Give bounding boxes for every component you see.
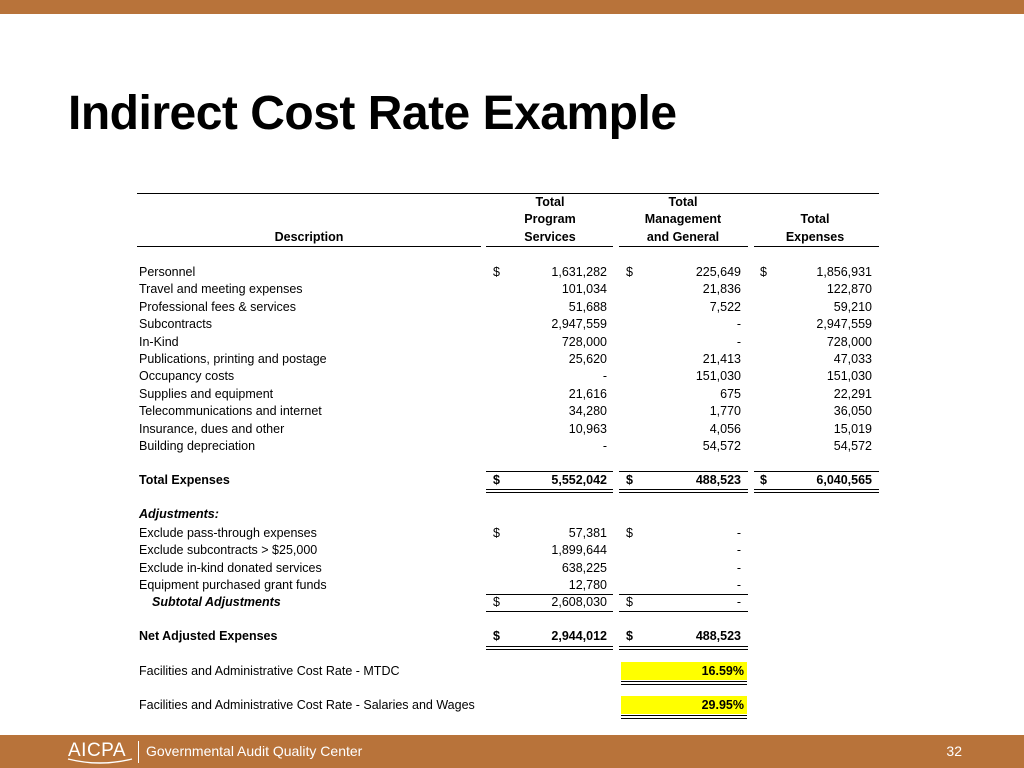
adjustment-row-mgmt-value: - <box>736 560 741 575</box>
expense-row-description: Building depreciation <box>139 439 256 453</box>
expense-row-mgmt-value: - <box>736 317 741 332</box>
header-mgmt-line1: Total <box>668 195 698 209</box>
total-expenses-mgmt-value: 488,523 <box>695 473 741 487</box>
expense-row-program-value: 10,963 <box>568 421 607 436</box>
expense-row-mgmt-value: 21,413 <box>702 352 741 366</box>
header-program-line3: Services <box>524 230 576 244</box>
adjustment-row-description: Exclude in-kind donated services <box>139 560 322 575</box>
subtotal-bottom-rule-program <box>486 611 613 612</box>
rate-mtdc-value: 16.59% <box>701 664 744 678</box>
expense-row-total-value: 151,030 <box>826 369 872 384</box>
header-mgmt-line2: Management <box>644 212 722 226</box>
net-adjusted-program-value: 2,944,012 <box>551 629 607 643</box>
expense-row-mgmt-value: 21,836 <box>702 282 741 297</box>
net-rule-program-a <box>486 646 613 647</box>
page-number: 32 <box>946 743 962 759</box>
expense-row-description: Occupancy costs <box>139 369 235 384</box>
expense-row-program-value: 21,616 <box>568 386 607 401</box>
subtotal-adjustments-label: Subtotal Adjustments <box>152 595 281 609</box>
total-rule-mgmt <box>619 471 748 472</box>
expense-row-mgmt-value: 675 <box>720 386 741 401</box>
expense-row-total-value: 22,291 <box>833 386 872 401</box>
adjustment-row-mgmt-value: - <box>736 543 741 558</box>
total-double-rule-program-b <box>486 492 613 493</box>
total-double-rule-total-a <box>754 489 879 490</box>
adjustment-row-program-value: 1,899,644 <box>551 543 607 558</box>
rate-salaries-label: Facilities and Administrative Cost Rate - Salaries and Wages <box>139 698 475 712</box>
expense-row-total-value: 15,019 <box>833 421 872 436</box>
header-mgmt-line3: and General <box>646 230 720 244</box>
subtotal-bottom-rule-mgmt <box>619 611 748 612</box>
net-rule-mgmt-b <box>619 649 748 650</box>
adjustment-row-description: Equipment purchased grant funds <box>139 578 327 593</box>
expense-row-program-value: 2,947,559 <box>551 317 607 332</box>
total-expenses-program-value: 5,552,042 <box>551 473 607 487</box>
total-double-rule-program-a <box>486 489 613 490</box>
total-double-rule-mgmt-b <box>619 492 748 493</box>
total-double-rule-mgmt-a <box>619 489 748 490</box>
expense-row-program-value: 1,631,282 <box>551 265 607 279</box>
expense-row-description: In-Kind <box>139 334 179 349</box>
expense-row-mgmt-value: 1,770 <box>709 404 741 419</box>
header-rule-program <box>486 246 613 247</box>
expense-row-program-value: 728,000 <box>561 334 607 349</box>
adjustment-row-program-value: 57,381 <box>568 526 607 540</box>
expense-row-mgmt-currency: $ <box>626 265 633 279</box>
expense-row-description: Supplies and equipment <box>139 386 274 401</box>
logo-divider <box>138 741 139 763</box>
expense-row-total-value: 122,870 <box>826 282 872 297</box>
subtotal-program-value: 2,608,030 <box>551 595 607 609</box>
total-expenses-total-currency: $ <box>760 473 767 487</box>
adjustment-row-description: Exclude subcontracts > $25,000 <box>139 543 318 558</box>
expense-row-total-value: 728,000 <box>826 334 872 349</box>
total-expenses-total-value: 6,040,565 <box>816 473 872 487</box>
table-top-rule <box>137 193 879 194</box>
total-expenses-label: Total Expenses <box>139 473 230 487</box>
rate-mtdc-rule-a <box>621 681 747 682</box>
expense-row-total-value: 2,947,559 <box>816 317 872 332</box>
logo-swoosh-icon <box>66 757 134 765</box>
header-rule-description <box>137 246 481 247</box>
adjustment-row-program-value: 638,225 <box>561 560 607 575</box>
adjustment-row-description: Exclude pass-through expenses <box>139 526 317 540</box>
rate-mtdc-label: Facilities and Administrative Cost Rate - MTDC <box>139 664 400 678</box>
expense-row-total-value: 59,210 <box>833 299 872 314</box>
header-rule-mgmt <box>619 246 748 247</box>
expense-row-mgmt-value: 54,572 <box>702 439 741 453</box>
expense-row-description: Travel and meeting expenses <box>139 282 303 297</box>
rate-salaries-value: 29.95% <box>701 698 744 712</box>
expense-row-description: Publications, printing and postage <box>139 352 327 366</box>
subtotal-program-currency: $ <box>493 595 500 609</box>
expense-row-description: Personnel <box>139 265 196 279</box>
net-rule-mgmt-a <box>619 646 748 647</box>
rate-salaries-rule-b <box>621 718 747 719</box>
rate-salaries-rule-a <box>621 715 747 716</box>
aicpa-logo: AICPA <box>68 740 127 761</box>
subtotal-mgmt-value: - <box>736 595 741 609</box>
expense-row-total-currency: $ <box>760 265 767 279</box>
total-expenses-program-currency: $ <box>493 473 500 487</box>
subtotal-mgmt-currency: $ <box>626 595 633 609</box>
expense-row-program-value: 101,034 <box>561 282 607 297</box>
net-adjusted-mgmt-currency: $ <box>626 629 633 643</box>
expense-row-description: Professional fees & services <box>139 299 297 314</box>
expense-row-description: Subcontracts <box>139 317 212 332</box>
expense-row-program-value: 34,280 <box>568 404 607 419</box>
expense-row-description: Telecommunications and internet <box>139 404 322 419</box>
footer-org-name: Governmental Audit Quality Center <box>146 743 363 759</box>
net-adjusted-program-currency: $ <box>493 629 500 643</box>
header-total-line2: Expenses <box>785 230 845 244</box>
total-rule-program <box>486 471 613 472</box>
total-double-rule-total-b <box>754 492 879 493</box>
adjustments-heading: Adjustments: <box>139 507 219 521</box>
expense-row-program-value: - <box>602 369 607 384</box>
rate-mtdc-rule-b <box>621 684 747 685</box>
expense-row-total-value: 1,856,931 <box>816 265 872 279</box>
header-program-line1: Total <box>535 195 565 209</box>
expense-row-program-value: - <box>602 439 607 453</box>
total-expenses-mgmt-currency: $ <box>626 473 633 487</box>
expense-row-description: Insurance, dues and other <box>139 421 285 436</box>
adjustment-row-mgmt-value: - <box>736 526 741 540</box>
net-rule-program-b <box>486 649 613 650</box>
expense-row-program-value: 25,620 <box>568 352 607 366</box>
expense-row-program-currency: $ <box>493 265 500 279</box>
net-adjusted-label: Net Adjusted Expenses <box>139 629 278 643</box>
expense-row-total-value: 54,572 <box>833 439 872 453</box>
expense-row-total-value: 36,050 <box>833 404 872 419</box>
expense-row-mgmt-value: 4,056 <box>709 421 741 436</box>
expense-row-mgmt-value: 225,649 <box>695 265 741 279</box>
expense-row-mgmt-value: - <box>736 334 741 349</box>
expense-row-mgmt-value: 7,522 <box>709 299 741 314</box>
expense-row-total-value: 47,033 <box>833 352 872 366</box>
adjustment-row-program-currency: $ <box>493 526 500 540</box>
header-program-line2: Program <box>524 212 576 226</box>
expense-row-program-value: 51,688 <box>568 299 607 314</box>
slide-title: Indirect Cost Rate Example <box>68 87 677 140</box>
header-rule-total <box>754 246 879 247</box>
adjustment-row-mgmt-value: - <box>736 578 741 593</box>
header-description: Description <box>274 230 344 244</box>
adjustment-row-mgmt-currency: $ <box>626 526 633 540</box>
adjustment-row-program-value: 12,780 <box>568 578 607 593</box>
total-rule-total <box>754 471 879 472</box>
expense-row-mgmt-value: 151,030 <box>695 369 741 384</box>
header-total-line1: Total <box>800 212 830 226</box>
net-adjusted-mgmt-value: 488,523 <box>695 629 741 643</box>
